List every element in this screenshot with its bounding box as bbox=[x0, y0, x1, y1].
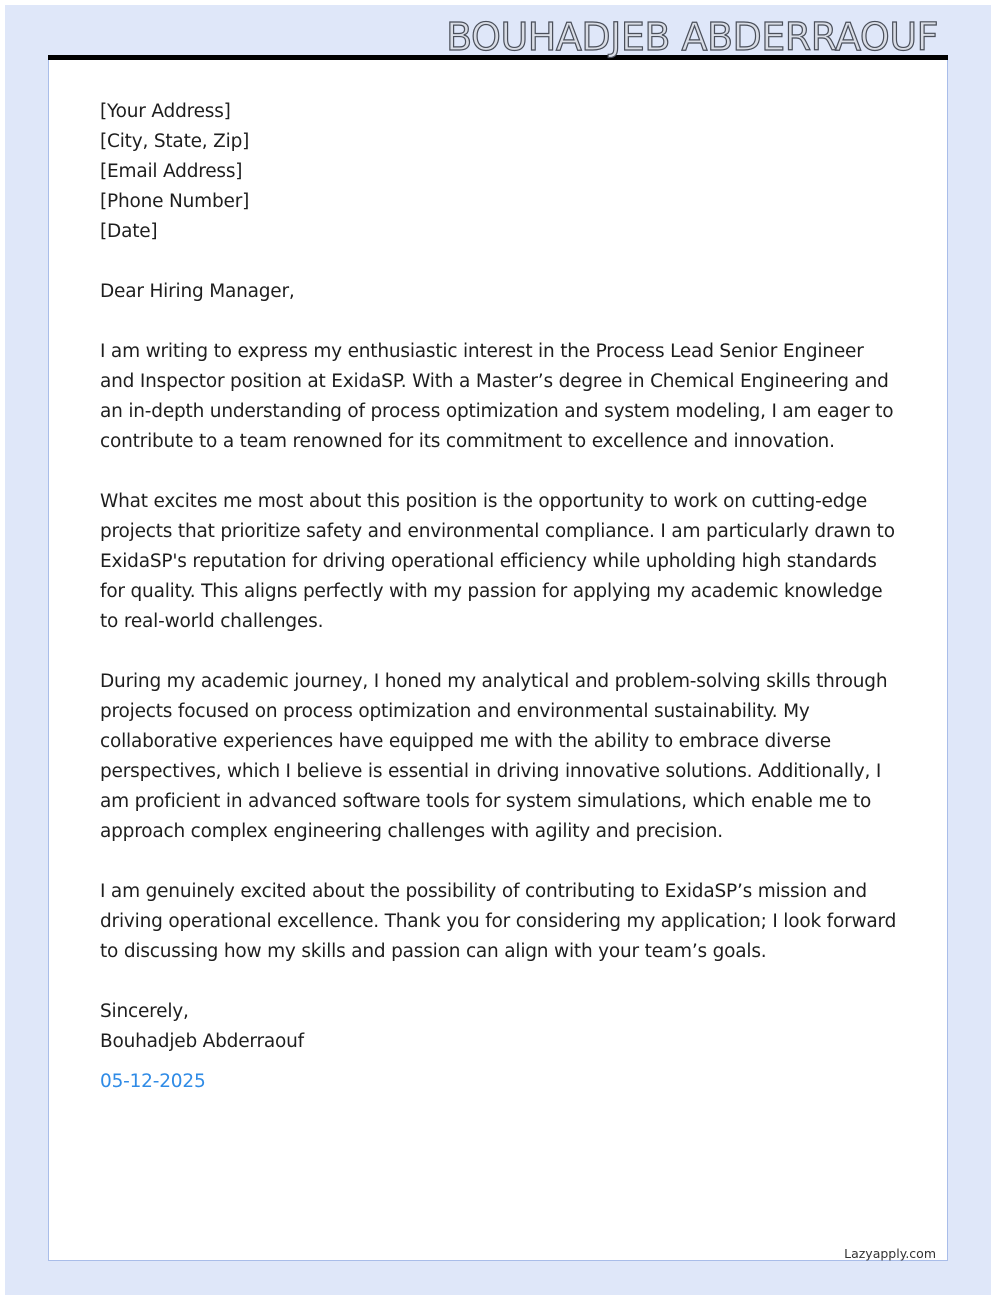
address-block bbox=[100, 97, 900, 247]
paragraph-intro: I am writing to express my enthusiastic interest in the Process Lead Senior Engineer and Inspector position at ExidaSP. With a Master’s degree in Chemical Engineering and an in-depth understanding of process optimization and system modeling, I am eager to contribute to a team renowned for its commitment to excellence and innovation. bbox=[100, 341, 894, 452]
paragraph-experience: During my academic journey, I honed my analytical and problem-solving skills through projects focused on process optimization and environmental sustainability. My collaborative experiences have equipped me with the ability to embrace diverse perspectives, which I believe is essential in driving innovative solutions. Additionally, I am proficient in advanced software tools for system simulations, which enable me to approach complex engineering challenges with agility and precision. bbox=[100, 671, 888, 842]
paragraph-motivation: What excites me most about this position is the opportunity to work on cutting-edge projects that prioritize safety and environmental compliance. I am particularly drawn to ExidaSP's reputation for driving operational efficiency while upholding high standards for quality. This aligns perfectly with my passion for applying my academic knowledge to real-world challenges. bbox=[100, 491, 895, 632]
applicant-name-heading: BOUHADJEB ABDERRAOUF bbox=[446, 15, 938, 59]
address-line: [Your Address] bbox=[100, 101, 231, 122]
phone-line: [Phone Number] bbox=[100, 191, 250, 212]
footer-brand[interactable]: Lazyapply.com bbox=[844, 1246, 936, 1261]
email-line: [Email Address] bbox=[100, 161, 243, 182]
salutation: Dear Hiring Manager, bbox=[100, 281, 295, 302]
signature-name: Bouhadjeb Abderraouf bbox=[100, 1031, 304, 1052]
letter-date: 05-12-2025 bbox=[100, 1071, 206, 1092]
paragraph-closing: I am genuinely excited about the possibility of contributing to ExidaSP’s mission and driving operational excellence. Thank you for considering my application; I look forward to discussing how my skills and passion can align with your team’s goals. bbox=[100, 881, 897, 962]
cover-letter-body bbox=[100, 97, 900, 1097]
city-state-zip-line: [City, State, Zip] bbox=[100, 131, 250, 152]
date-placeholder-line: [Date] bbox=[100, 221, 158, 242]
closing-phrase: Sincerely, bbox=[100, 1001, 189, 1022]
